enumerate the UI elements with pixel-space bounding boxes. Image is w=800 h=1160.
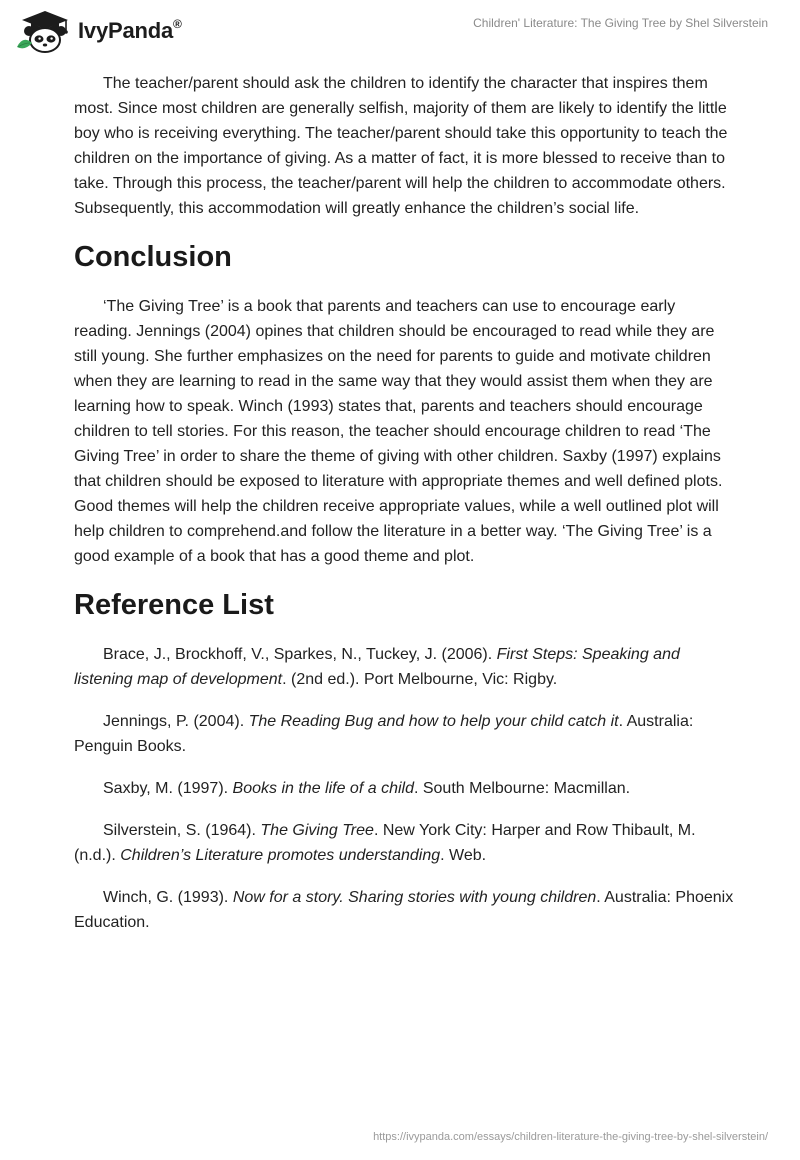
conclusion-paragraph: ‘The Giving Tree’ is a book that parents and teachers can use to encourage early reading. Jennings (2004) opines that children should be encouraged to read while they are still young. She further emphasizes on the need for parents to guide and motivate children when they are learning to read in the same way that they would assist them when they are learning how to speak. Winch (1993) states that, parents and teachers should encourage children to tell stories. For this reason, the teacher should encourage children to read ‘The Giving Tree’ in order to share the theme of giving with other children. Saxby (1997) explains that children should be exposed to literature with appropriate themes and well defined plots. Good themes will help the children receive appropriate values, while a well outlined plot will help children to comprehend.and follow the literature in a better way. ‘The Giving Tree’ is a good example of a book that has a good theme and plot. <box>74 298 723 565</box>
document-title: Children' Literature: The Giving Tree by Shel Silverstein <box>473 16 768 30</box>
intro-paragraph: The teacher/parent should ask the children to identify the character that inspires them most. Since most children are generally selfish, majority of them are likely to identify the little boy who is receiving everything. The teacher/parent should take this opportunity to teach the children on the importance of giving. As a matter of fact, it is more blessed to receive than to take. Through this process, the teacher/parent will help the children to accommodate others. Subsequently, this accommodation will greatly enhance the children’s social life. <box>74 75 728 217</box>
reference-item: Jennings, P. (2004). The Reading Bug and how to help your child catch it. Australia: Penguin Books. <box>74 713 694 755</box>
reference-list-heading: Reference List <box>74 589 274 621</box>
conclusion-heading: Conclusion <box>74 241 232 273</box>
reference-item: Brace, J., Brockhoff, V., Sparkes, N., Tuckey, J. (2006). First Steps: Speaking and listening map of development. (2nd ed.). Port Melbourne, Vic: Rigby. <box>74 646 680 688</box>
ivypanda-logo[interactable] <box>14 9 182 53</box>
reference-item: Saxby, M. (1997). Books in the life of a child. South Melbourne: Macmillan. <box>103 780 631 797</box>
source-url[interactable]: https://ivypanda.com/essays/children-literature-the-giving-tree-by-shel-silverstein/ <box>373 1131 768 1143</box>
reference-item: Silverstein, S. (1964). The Giving Tree. New York City: Harper and Row Thibault, M. (n.d.). Children’s Literature promotes understanding. Web. <box>74 822 696 864</box>
page-header <box>0 0 800 70</box>
brand-name: IvyPanda® <box>78 16 182 43</box>
reference-item: Winch, G. (1993). Now for a story. Sharing stories with young children. Australia: Phoenix Education. <box>74 889 734 931</box>
panda-graduate-icon <box>14 9 76 53</box>
essay-content <box>74 71 734 952</box>
